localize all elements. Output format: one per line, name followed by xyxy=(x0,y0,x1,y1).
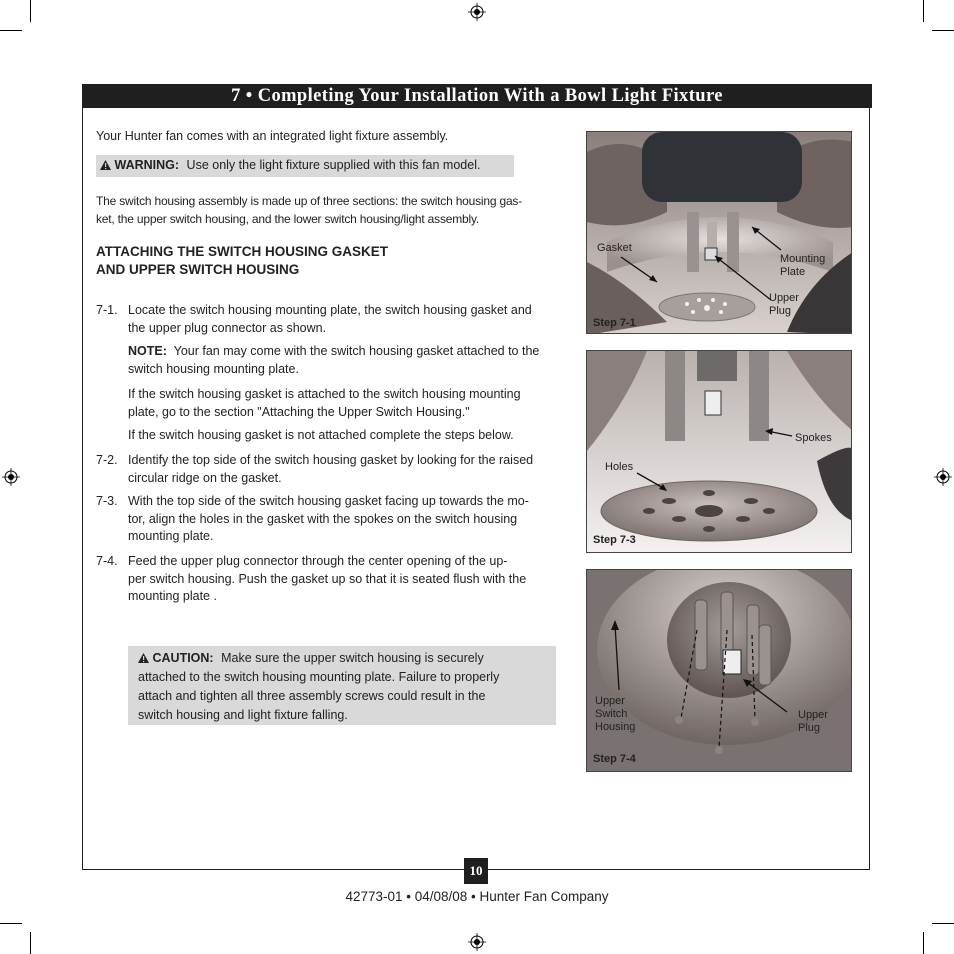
crop-mark xyxy=(932,30,954,31)
registration-mark-icon xyxy=(2,468,20,486)
upper-switch-housing-illustration xyxy=(587,570,852,772)
note-text: NOTE: Your fan may come with the switch housing gasket attached to the switch housing mounting plate. xyxy=(128,344,540,376)
mounting-plate-label: Mounting Plate xyxy=(780,253,826,278)
upper-plug-label: Upper Plug xyxy=(769,292,799,317)
section-title: 7 • Completing Your Installation With a Bowl Light Fixture xyxy=(231,86,723,106)
upper-plug-label: Upper Plug xyxy=(798,709,828,734)
warning-label: WARNING: xyxy=(114,158,180,172)
warning-triangle-icon xyxy=(138,653,149,663)
step-7-1-text: Locate the switch housing mounting plate, the switch housing gasket and the upper plug connector as shown. xyxy=(128,303,532,335)
if-attached-text: If the switch housing gasket is attached to the switch housing mounting plate, go to the section "Attaching the Upper Switch Housing." xyxy=(128,387,521,419)
warning-triangle-icon xyxy=(100,160,111,170)
section-title-bar xyxy=(82,84,872,108)
registration-mark-icon xyxy=(934,468,952,486)
figure-caption: Step 7-1 xyxy=(593,317,636,329)
page-number: 10 xyxy=(464,858,488,884)
step-number: 7-1. xyxy=(96,303,118,317)
step-7-2-text: Identify the top side of the switch housing gasket by looking for the raised circular ridge on the gasket. xyxy=(128,453,534,485)
gasket-alignment-illustration xyxy=(587,351,852,553)
crop-mark xyxy=(923,932,924,954)
crop-mark xyxy=(923,0,924,22)
caution-label: CAUTION: xyxy=(152,651,214,665)
warning-callout xyxy=(96,155,514,177)
spokes-label: Spokes xyxy=(795,432,832,444)
fan-mount-illustration xyxy=(587,132,852,334)
caution-callout: CAUTION: Make sure the upper switch housing is securely attached to the switch housing mounting plate. Failure to properly attach and tighten all three assembly screws could result in the switch housing and light fixture falling. xyxy=(128,646,556,725)
step-number: 7-4. xyxy=(96,554,118,568)
warning-text: Use only the light fixture supplied with this fan model. xyxy=(186,158,481,172)
figure-caption: Step 7-4 xyxy=(593,753,636,765)
crop-mark xyxy=(0,30,22,31)
intro-text: Your Hunter fan comes with an integrated light fixture assembly. xyxy=(96,129,449,143)
if-not-attached-text: If the switch housing gasket is not attached complete the steps below. xyxy=(128,428,514,442)
registration-mark-icon xyxy=(468,3,486,21)
registration-mark-icon xyxy=(468,933,486,951)
figure-step-7-1 xyxy=(586,131,852,334)
crop-mark xyxy=(30,0,31,22)
footer-text: 42773-01 • 04/08/08 • Hunter Fan Company xyxy=(345,889,609,904)
switch-housing-description: The switch housing assembly is made up of three sections: the switch housing gas- ket, the upper switch housing, and the lower switch housing/light assembly. xyxy=(96,194,523,226)
figure-step-7-4 xyxy=(586,569,852,772)
figure-caption: Step 7-3 xyxy=(593,534,636,546)
gasket-label: Gasket xyxy=(597,242,632,254)
holes-label: Holes xyxy=(605,461,634,473)
figure-step-7-3 xyxy=(586,350,852,553)
step-7-3-text: With the top side of the switch housing gasket facing up towards the mo- tor, align the holes in the gasket with the spokes on the switch housing mounting plate. xyxy=(128,494,529,543)
upper-switch-housing-label: Upper Switch Housing xyxy=(595,695,636,733)
step-number: 7-2. xyxy=(96,453,118,467)
crop-mark xyxy=(932,923,954,924)
crop-mark xyxy=(30,932,31,954)
step-number: 7-3. xyxy=(96,494,118,508)
section-heading: ATTACHING THE SWITCH HOUSING GASKET AND UPPER SWITCH HOUSING xyxy=(96,244,388,277)
crop-mark xyxy=(0,923,22,924)
step-7-4-text: Feed the upper plug connector through the center opening of the up- per switch housing. Push the gasket up so that it is seated flush with the mounting plate . xyxy=(128,554,527,603)
